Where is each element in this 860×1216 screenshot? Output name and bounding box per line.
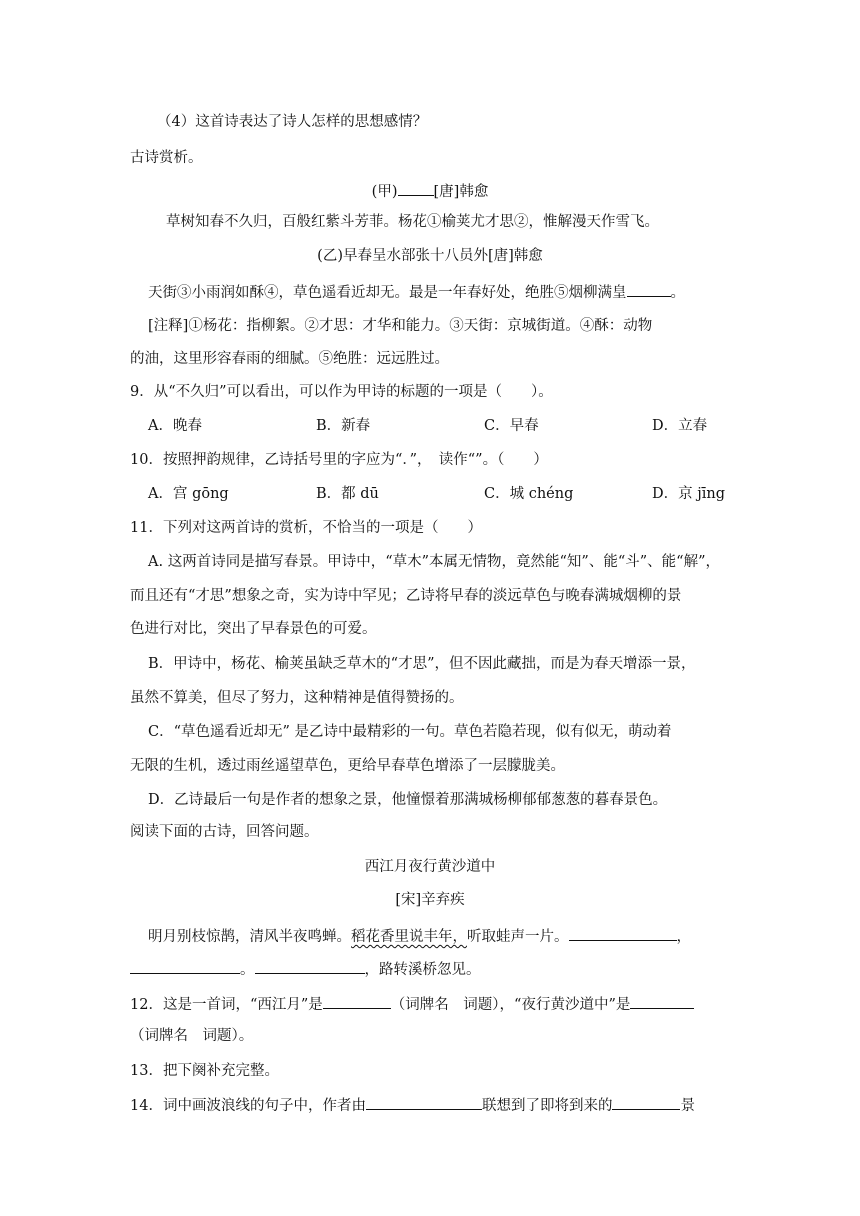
question-11-stem: 11．下列对这两首诗的赏析，不恰当的一项是（ ） <box>130 520 482 536</box>
question-10-option-d[interactable]: D．京 jīng <box>652 486 725 502</box>
poem-b-blank[interactable] <box>627 281 671 297</box>
poem-c-blank-2[interactable] <box>130 958 240 974</box>
question-12-blank-1[interactable] <box>323 993 391 1009</box>
poem-a-body: 草树知春不久归，百般红紫斗芳菲。杨花①榆荚尤才思②，惟解漫天作雪飞。 <box>166 214 659 230</box>
question-14-text-3: 景 <box>680 1098 695 1114</box>
question-11-option-b-line-1[interactable]: B．甲诗中，杨花、榆荚虽缺乏草木的“才思”，但不因此藏拙，而是为春天增添一景， <box>148 656 696 672</box>
question-10-stem: 10．按照押韵规律，乙诗括号里的字应为“．”， 读作“”。（ ） <box>130 452 548 468</box>
question-9-option-a[interactable]: A．晚春 <box>148 418 202 434</box>
question-9-option-c[interactable]: C．早春 <box>484 418 539 434</box>
poem-c-title: 西江月夜行黄沙道中 <box>364 859 496 875</box>
question-14-blank-2[interactable] <box>612 1094 680 1110</box>
poem-a-title-prefix: (甲) <box>371 184 398 200</box>
question-9-option-b[interactable]: B．新春 <box>316 418 371 434</box>
section-title-ancient-poem: 古诗赏析。 <box>130 150 203 166</box>
poem-b-body <box>148 281 685 303</box>
question-10-option-a[interactable]: A．宫 gōng <box>148 486 229 502</box>
poem-c-text-1: 明月别枝惊鹊，清风半夜鸣蝉。 <box>148 929 351 945</box>
question-10-option-c[interactable]: C．城 chéng <box>484 486 574 502</box>
poem-a-title-blank[interactable] <box>398 180 434 196</box>
poem-c-comma: ， <box>676 929 691 945</box>
question-12-text-2: （词牌名 词题），“夜行黄沙道中”是 <box>390 997 631 1013</box>
question-14-text-1: 14．词中画波浪线的句子中，作者由 <box>130 1098 366 1114</box>
question-11-option-c-line-1[interactable]: C．“草色遥看近却无” 是乙诗中最精彩的一句。草色若隐若现，似有似无，萌动着 <box>148 724 672 740</box>
question-11-option-a-line-2: 而且还有“才思”想象之奇，实为诗中罕见；乙诗将早春的淡远草色与晚春满城烟柳的景 <box>130 588 682 604</box>
poem-c-author: [宋]辛弃疾 <box>395 892 465 908</box>
poem-b-title: (乙)早春呈水部张十八员外[唐]韩愈 <box>317 248 543 264</box>
poem-c-period: 。 <box>240 962 255 978</box>
poem-c-wavy-line: 稻花香里说丰年， <box>351 929 467 945</box>
question-14-blank-1[interactable] <box>366 1094 482 1110</box>
poem-c-blank-1[interactable] <box>569 925 677 941</box>
question-11-option-b-line-2: 虽然不算美，但尽了努力，这种精神是值得赞扬的。 <box>130 690 464 706</box>
question-11-option-a-line-3: 色进行对比，突出了早春景色的可爱。 <box>130 621 377 637</box>
section-title-read-poem: 阅读下面的古诗，回答问题。 <box>130 824 319 840</box>
poem-a-title <box>0 180 860 202</box>
question-13: 13．把下阕补充完整。 <box>130 1063 279 1079</box>
question-14-text-2: 联想到了即将到来的 <box>481 1098 613 1114</box>
question-12-text-1: 12．这是一首词，“西江月”是 <box>130 997 323 1013</box>
question-4: （4）这首诗表达了诗人怎样的思想感情？ <box>157 114 428 130</box>
question-9-option-d[interactable]: D．立春 <box>652 418 708 434</box>
question-11-option-d-line-1[interactable]: D．乙诗最后一句是作者的想象之景，他憧憬着那满城杨柳郁郁葱葱的暮春景色。 <box>148 792 668 808</box>
poem-c-text-2: 听取蛙声一片。 <box>467 929 569 945</box>
question-9-stem: 9．从“不久归”可以看出，可以作为甲诗的标题的一项是（ ）。 <box>130 384 553 400</box>
question-10-option-b[interactable]: B．都 dū <box>316 486 379 502</box>
question-12-blank-2[interactable] <box>630 993 694 1009</box>
poem-c-text-3: ，路转溪桥忽见。 <box>364 962 481 978</box>
poem-c-blank-3[interactable] <box>255 958 365 974</box>
notes-line-2: 的油，这里形容春雨的细腻。⑤绝胜：远远胜过。 <box>130 351 449 367</box>
poem-c-line-2 <box>130 958 481 980</box>
question-12-line-1 <box>130 993 694 1015</box>
poem-b-body-end: 。 <box>670 285 685 301</box>
poem-a-title-author: [唐]韩愈 <box>433 184 489 200</box>
notes-line-1: [注释]①杨花：指柳絮。②才思：才华和能力。③天街：京城街道。④酥：动物 <box>148 318 653 334</box>
question-12-line-2: （词牌名 词题）。 <box>130 1028 254 1044</box>
question-14 <box>130 1094 695 1116</box>
question-11-option-a-line-1[interactable]: A. 这两首诗同是描写春景。甲诗中，“草木”本属无情物，竟然能“知”、能“斗”、能“解”， <box>148 554 720 570</box>
question-11-option-c-line-2: 无限的生机，透过雨丝遥望草色，更给早春草色增添了一层朦胧美。 <box>130 758 565 774</box>
poem-b-body-text: 天街③小雨润如酥④，草色遥看近却无。最是一年春好处，绝胜⑤烟柳满皇 <box>148 285 627 301</box>
poem-c-line-1 <box>148 925 691 947</box>
